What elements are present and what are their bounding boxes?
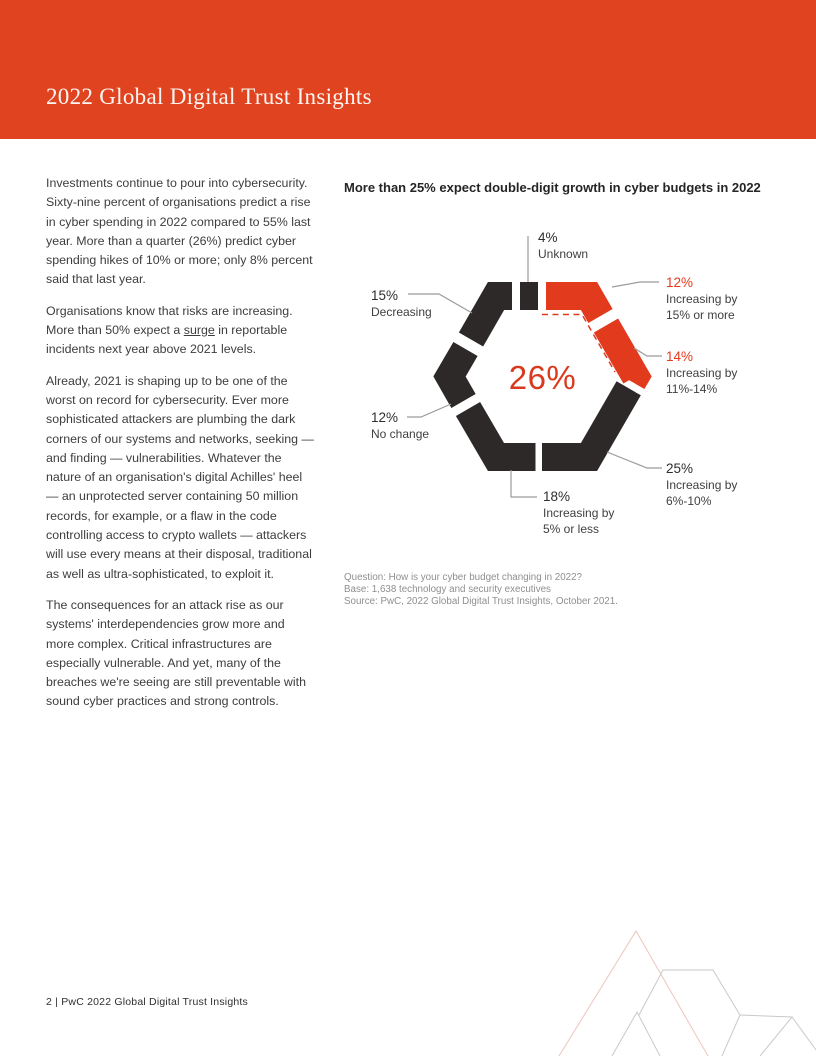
- paragraph: The consequences for an attack rise as our systems' interdependencies grow more and more complex. Critical infrastructures are especially vulnerable. And yet, many of the breaches we're seeing are still preventable with sound cyber practices and strong controls.: [46, 597, 306, 709]
- chart-title: More than 25% expect double-digit growth in cyber budgets in 2022: [344, 180, 761, 195]
- callout-pct: 15%: [371, 288, 399, 303]
- callout-text: 15% or more: [666, 307, 735, 322]
- paragraph: Investments continue to pour into cybersecurity. Sixty-nine percent of organisations predict a rise in cyber spending in 2022 compared to 55% last year. More than a quarter (26%) predict cyber spending hikes of 10% or more; only 8% percent said that last year.: [46, 176, 313, 287]
- footnote-question: Question: How is your cyber budget changing in 2022?: [344, 572, 582, 583]
- callout-pct: 14%: [666, 349, 694, 364]
- callout-text: Increasing by: [666, 366, 738, 380]
- callout-pct: 12%: [666, 275, 694, 290]
- callout-text: Increasing by: [666, 478, 738, 492]
- paragraph: [46, 302, 314, 360]
- callout-text: Unknown: [538, 247, 589, 261]
- segment-increasing-11-14: [606, 326, 636, 383]
- callout-increasing-5-or-less: [543, 488, 614, 537]
- segment-increasing-5-or-less: [468, 409, 536, 457]
- callout-increasing-6-10: [666, 460, 737, 509]
- paragraph-text: in reportable incidents next year above 2021 levels.: [46, 323, 288, 357]
- deco-gray-triangle: [612, 1012, 660, 1056]
- callout-text: No change: [371, 427, 430, 441]
- callout-text: 5% or less: [543, 521, 600, 536]
- segment-increasing-6-10: [542, 388, 629, 457]
- chart-footnotes: [344, 572, 674, 608]
- header-band: [0, 0, 816, 139]
- callout-no-change: [371, 409, 429, 443]
- callout-text: Increasing by: [666, 292, 738, 306]
- surge-link[interactable]: surge: [183, 323, 215, 338]
- paragraph: Already, 2021 is shaping up to be one of the worst on record for cybersecurity. Ever more sophisticated attackers are plumbing the dark corners of our systems and networks, seeking — and finding — vulnerabilities. Whatever the nature of an organisation's digital Achilles' heel — an unprotected server containing 50 million records, for example, or a flaw in the code controlling access to crypto wallets — attackers will use every means at their disposal, traditional as well as ultra-sophisticated, to exploit it.: [46, 373, 314, 581]
- paragraph-text: Organisations know that risks are increasing. More than 50% expect a: [46, 303, 293, 338]
- callout-pct: 12%: [371, 410, 399, 425]
- deco-gray-hexagon: [639, 970, 740, 1056]
- callout-text: Decreasing: [371, 305, 432, 319]
- segment-decreasing: [471, 296, 512, 340]
- hexagon-mountains-decoration: [540, 930, 816, 1056]
- hexagon-donut-chart: [335, 220, 795, 560]
- callout-pct: 4%: [538, 230, 558, 245]
- page-title: 2022 Global Digital Trust Insights: [46, 84, 372, 109]
- callout-increasing-15-or-more: [666, 274, 737, 323]
- page-footer: 2 | PwC 2022 Global Digital Trust Insights: [46, 996, 248, 1008]
- callout-text: 6%-10%: [666, 493, 712, 508]
- footnote-source: Source: PwC, 2022 Global Digital Trust Insights, October 2021.: [344, 596, 618, 607]
- deco-pink-triangle: [559, 931, 708, 1056]
- callout-unknown: [538, 229, 588, 263]
- deco-gray-ridge: [740, 1015, 816, 1056]
- segment-increasing-15-or-more: [546, 296, 601, 316]
- segment-no-change: [450, 349, 466, 401]
- callout-text: 11%-14%: [666, 381, 718, 396]
- article-column: [46, 174, 314, 724]
- callout-pct: 18%: [543, 489, 571, 504]
- footnote-base: Base: 1,638 technology and security executives: [344, 584, 551, 595]
- callout-text: Increasing by: [543, 506, 615, 520]
- callout-increasing-11-14: [666, 348, 737, 397]
- chart-center-value: 26%: [508, 359, 577, 396]
- callout-pct: 25%: [666, 461, 694, 476]
- callout-decreasing: [371, 287, 432, 321]
